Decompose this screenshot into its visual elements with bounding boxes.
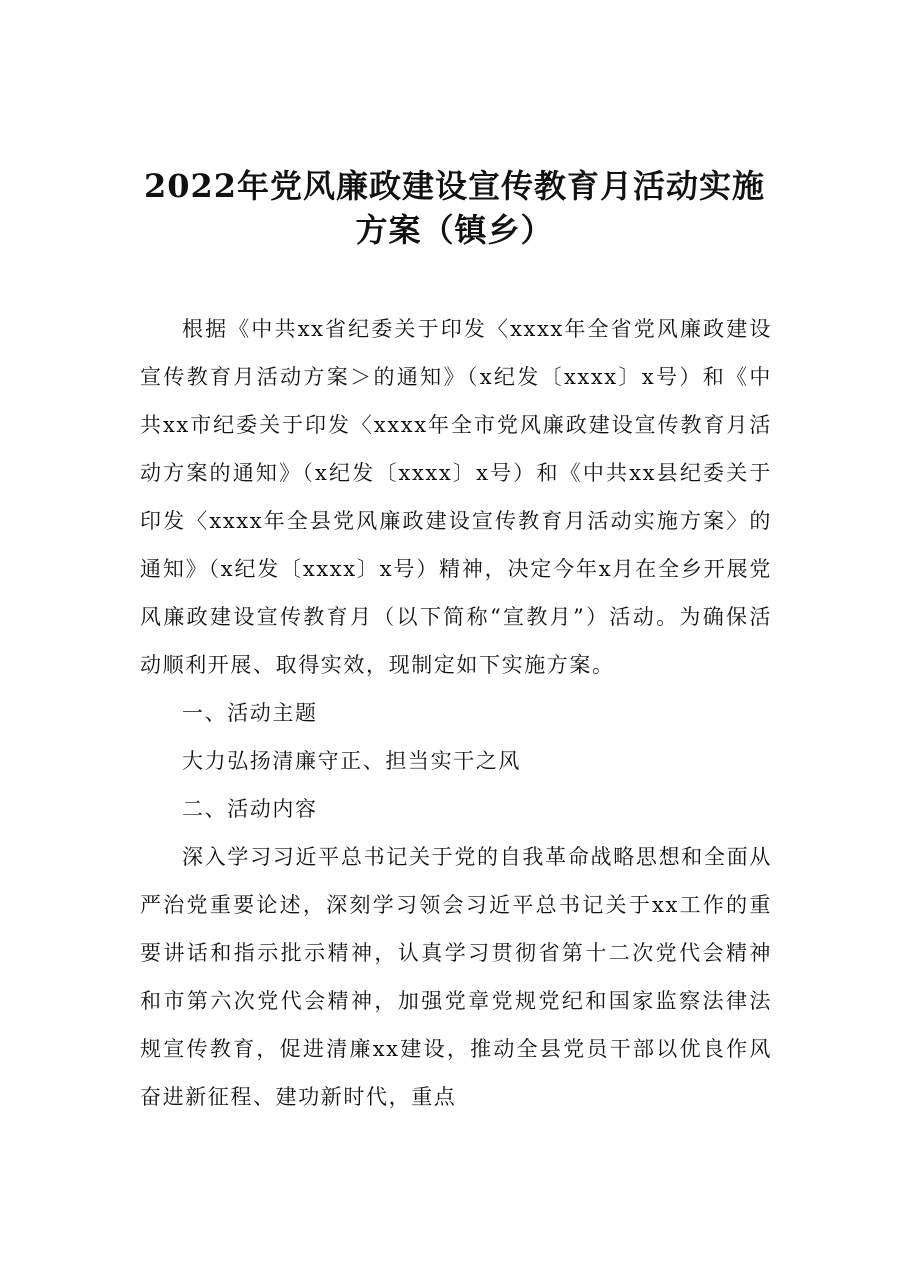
title-line-1: 2022年党风廉政建设宣传教育月活动实施 (143, 167, 766, 205)
theme-text: 大力弘扬清廉守正、担当实干之风 (182, 749, 521, 773)
document-body (140, 305, 772, 1121)
section-heading-content: 二、活动内容 (182, 797, 318, 821)
title-line-2: 方案（镇乡） (355, 211, 554, 249)
content-paragraph: 深入学习习近平总书记关于党的自我革命战略思想和全面从严治党重要论述，深刻学习领会习近平总书记关于xx工作的重要讲话和指示批示精神，认真学习贯彻省第十二次党代会精神和市第六次党代会精神，加强党章党规党纪和国家监察法律法规宣传教育，促进清廉xx建设，推动全县党员干部以优良作风奋进新征程、建功新时代，重点 (140, 845, 772, 1109)
document-title (120, 164, 789, 252)
intro-paragraph: 根据《中共xx省纪委关于印发〈xxxx年全省党风廉政建设宣传教育月活动方案＞的通知》（x纪发〔xxxx〕x号）和《中共xx市纪委关于印发〈xxxx年全市党风廉政建设宣传教育月活动方案的通知》（x纪发〔xxxx〕x号）和《中共xx县纪委关于印发〈xxxx年全县党风廉政建设宣传教育月活动实施方案〉的通知》（x纪发〔xxxx〕x号）精神，决定今年x月在全乡开展党风廉政建设宣传教育月（以下简称“宣教月”）活动。为确保活动顺利开展、取得实效，现制定如下实施方案。 (140, 317, 772, 677)
section-heading-theme: 一、活动主题 (182, 701, 318, 725)
